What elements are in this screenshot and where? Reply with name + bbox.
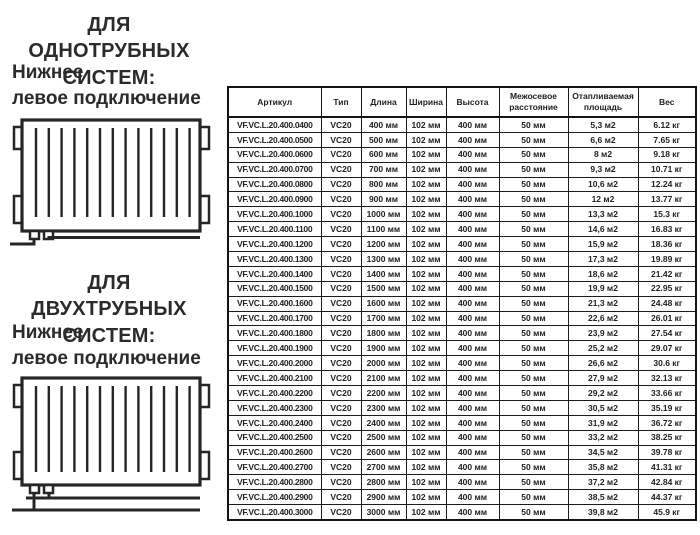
table-row	[228, 222, 696, 237]
table-row	[228, 415, 696, 430]
table-cell: VC20	[321, 132, 361, 147]
table-cell: 2300 мм	[361, 400, 406, 415]
table-row	[228, 207, 696, 222]
table-cell: 102 мм	[406, 356, 446, 371]
table-cell: 30.6 кг	[638, 356, 696, 371]
table-cell: 1200 мм	[361, 237, 406, 252]
table-cell: VC20	[321, 192, 361, 207]
table-cell: VF.VC.L.20.400.1200	[228, 237, 321, 252]
table-row	[228, 371, 696, 386]
table-cell: 102 мм	[406, 490, 446, 505]
table-cell: VF.VC.L.20.400.2400	[228, 415, 321, 430]
table-cell: 102 мм	[406, 415, 446, 430]
table-cell: 22,6 м2	[568, 311, 638, 326]
table-cell: 50 мм	[499, 207, 568, 222]
table-cell: 36.72 кг	[638, 415, 696, 430]
table-cell: 50 мм	[499, 132, 568, 147]
table-cell: VF.VC.L.20.400.1700	[228, 311, 321, 326]
table-cell: 102 мм	[406, 207, 446, 222]
table-cell: 400 мм	[446, 222, 499, 237]
table-cell: 12.24 кг	[638, 177, 696, 192]
table-cell: 32.13 кг	[638, 371, 696, 386]
table-cell: 1300 мм	[361, 252, 406, 267]
table-cell: VF.VC.L.20.400.0700	[228, 162, 321, 177]
table-row	[228, 311, 696, 326]
table-cell: VC20	[321, 326, 361, 341]
table-cell: VF.VC.L.20.400.2600	[228, 445, 321, 460]
table-row	[228, 237, 696, 252]
table-cell: VF.VC.L.20.400.1100	[228, 222, 321, 237]
connection-subtitle-single-pipe	[12, 60, 224, 112]
table-cell: 2800 мм	[361, 475, 406, 490]
table-cell: 50 мм	[499, 371, 568, 386]
table-cell: VF.VC.L.20.400.1800	[228, 326, 321, 341]
table-cell: 50 мм	[499, 252, 568, 267]
table-header-row	[228, 87, 696, 117]
table-cell: 800 мм	[361, 177, 406, 192]
table-cell: 600 мм	[361, 147, 406, 162]
table-cell: VC20	[321, 162, 361, 177]
table-cell: 400 мм	[446, 326, 499, 341]
table-cell: 29.07 кг	[638, 341, 696, 356]
table-cell: 400 мм	[446, 252, 499, 267]
table-cell: 102 мм	[406, 117, 446, 132]
title-line: ДЛЯ ОДНОТРУБНЫХ	[28, 14, 190, 63]
table-row	[228, 296, 696, 311]
table-cell: VC20	[321, 311, 361, 326]
table-cell: VC20	[321, 341, 361, 356]
table-cell: 2100 мм	[361, 371, 406, 386]
table-cell: 35.19 кг	[638, 400, 696, 415]
table-cell: 1400 мм	[361, 266, 406, 281]
table-cell: 12 м2	[568, 192, 638, 207]
table-cell: VC20	[321, 400, 361, 415]
table-cell: VF.VC.L.20.400.1300	[228, 252, 321, 267]
table-cell: 2200 мм	[361, 386, 406, 401]
table-cell: 31,9 м2	[568, 415, 638, 430]
table-cell: 18,6 м2	[568, 266, 638, 281]
table-cell: VF.VC.L.20.400.0500	[228, 132, 321, 147]
table-cell: 29,2 м2	[568, 386, 638, 401]
subtitle-line: Нижнее	[12, 62, 84, 83]
table-cell: VF.VC.L.20.400.1900	[228, 341, 321, 356]
table-cell: 400 мм	[446, 147, 499, 162]
table-cell: 102 мм	[406, 326, 446, 341]
table-cell: VF.VC.L.20.400.2800	[228, 475, 321, 490]
table-cell: 30,5 м2	[568, 400, 638, 415]
column-header: Межосевое расстояние	[499, 87, 568, 117]
table-cell: 6.12 кг	[638, 117, 696, 132]
table-cell: VF.VC.L.20.400.1500	[228, 281, 321, 296]
table-cell: 400 мм	[446, 460, 499, 475]
table-cell: 400 мм	[446, 430, 499, 445]
table-cell: 50 мм	[499, 460, 568, 475]
table-row	[228, 505, 696, 520]
table-cell: VC20	[321, 252, 361, 267]
table-row	[228, 475, 696, 490]
table-cell: VC20	[321, 475, 361, 490]
title-line: СИСТЕМ:	[62, 66, 156, 89]
table-cell: 1700 мм	[361, 311, 406, 326]
table-cell: VC20	[321, 237, 361, 252]
table-cell: 900 мм	[361, 192, 406, 207]
table-cell: 400 мм	[446, 177, 499, 192]
table-cell: 10.71 кг	[638, 162, 696, 177]
table-cell: 400 мм	[446, 192, 499, 207]
table-cell: 23,9 м2	[568, 326, 638, 341]
table-cell: 50 мм	[499, 326, 568, 341]
table-cell: 50 мм	[499, 147, 568, 162]
table-cell: 27.54 кг	[638, 326, 696, 341]
table-cell: VC20	[321, 460, 361, 475]
table-cell: VC20	[321, 117, 361, 132]
table-cell: 400 мм	[446, 505, 499, 520]
table-cell: 1900 мм	[361, 341, 406, 356]
table-cell: 15.3 кг	[638, 207, 696, 222]
column-header: Вес	[638, 87, 696, 117]
table-row	[228, 252, 696, 267]
table-row	[228, 490, 696, 505]
table-cell: 18.36 кг	[638, 237, 696, 252]
column-header: Тип	[321, 87, 361, 117]
table-cell: 400 мм	[446, 356, 499, 371]
table-cell: 13,3 м2	[568, 207, 638, 222]
table-cell: 1600 мм	[361, 296, 406, 311]
table-cell: 102 мм	[406, 505, 446, 520]
table-cell: 102 мм	[406, 445, 446, 460]
table-row	[228, 281, 696, 296]
table-cell: 42.84 кг	[638, 475, 696, 490]
table-cell: VC20	[321, 147, 361, 162]
table-row	[228, 162, 696, 177]
table-cell: 102 мм	[406, 341, 446, 356]
title-line: СИСТЕМ:	[62, 324, 156, 347]
table-cell: 400 мм	[446, 311, 499, 326]
table-cell: VF.VC.L.20.400.1400	[228, 266, 321, 281]
table-cell: 400 мм	[446, 386, 499, 401]
table-cell: 102 мм	[406, 296, 446, 311]
table-cell: 102 мм	[406, 475, 446, 490]
table-cell: 6,6 м2	[568, 132, 638, 147]
table-row	[228, 386, 696, 401]
table-cell: 400 мм	[446, 296, 499, 311]
table-cell: 33,2 м2	[568, 430, 638, 445]
table-cell: VF.VC.L.20.400.0600	[228, 147, 321, 162]
table-cell: 39,8 м2	[568, 505, 638, 520]
table-cell: VF.VC.L.20.400.0800	[228, 177, 321, 192]
table-cell: VC20	[321, 415, 361, 430]
table-cell: 102 мм	[406, 162, 446, 177]
table-cell: 400 мм	[446, 475, 499, 490]
table-cell: 38.25 кг	[638, 430, 696, 445]
table-cell: VC20	[321, 371, 361, 386]
table-row	[228, 177, 696, 192]
table-row	[228, 266, 696, 281]
table-cell: 400 мм	[361, 117, 406, 132]
table-cell: VF.VC.L.20.400.2200	[228, 386, 321, 401]
table-cell: 5,3 м2	[568, 117, 638, 132]
table-cell: 3000 мм	[361, 505, 406, 520]
table-cell: VC20	[321, 266, 361, 281]
table-row	[228, 326, 696, 341]
table-cell: 102 мм	[406, 371, 446, 386]
table-cell: 21,3 м2	[568, 296, 638, 311]
table-cell: VC20	[321, 207, 361, 222]
table-cell: 102 мм	[406, 237, 446, 252]
table-cell: 38,5 м2	[568, 490, 638, 505]
column-header: Длина	[361, 87, 406, 117]
table-row	[228, 192, 696, 207]
table-cell: 400 мм	[446, 400, 499, 415]
table-cell: 50 мм	[499, 281, 568, 296]
subtitle-line: левое подключение	[12, 88, 201, 110]
table-cell: 34,5 м2	[568, 445, 638, 460]
table-cell: 50 мм	[499, 296, 568, 311]
table-cell: 44.37 кг	[638, 490, 696, 505]
table-cell: 102 мм	[406, 252, 446, 267]
table-cell: 26.01 кг	[638, 311, 696, 326]
table-cell: 1100 мм	[361, 222, 406, 237]
table-row	[228, 117, 696, 132]
table-cell: 2400 мм	[361, 415, 406, 430]
table-cell: 400 мм	[446, 207, 499, 222]
table-cell: VF.VC.L.20.400.1600	[228, 296, 321, 311]
table-cell: 41.31 кг	[638, 460, 696, 475]
table-cell: 1000 мм	[361, 207, 406, 222]
table-cell: VC20	[321, 177, 361, 192]
table-cell: 2000 мм	[361, 356, 406, 371]
table-cell: 22.95 кг	[638, 281, 696, 296]
table-cell: 19.89 кг	[638, 252, 696, 267]
table-cell: 2600 мм	[361, 445, 406, 460]
table-cell: 102 мм	[406, 192, 446, 207]
table-cell: 14,6 м2	[568, 222, 638, 237]
table-cell: 50 мм	[499, 162, 568, 177]
table-cell: 400 мм	[446, 237, 499, 252]
table-cell: 102 мм	[406, 400, 446, 415]
table-row	[228, 147, 696, 162]
table-cell: 102 мм	[406, 222, 446, 237]
table-cell: 50 мм	[499, 445, 568, 460]
table-cell: VF.VC.L.20.400.2300	[228, 400, 321, 415]
table-cell: 10,6 м2	[568, 177, 638, 192]
table-cell: VF.VC.L.20.400.2700	[228, 460, 321, 475]
table-cell: 102 мм	[406, 177, 446, 192]
table-cell: VC20	[321, 296, 361, 311]
table-cell: VC20	[321, 430, 361, 445]
table-row	[228, 460, 696, 475]
table-cell: 24.48 кг	[638, 296, 696, 311]
table-cell: 2900 мм	[361, 490, 406, 505]
table-cell: 400 мм	[446, 490, 499, 505]
table-cell: 102 мм	[406, 430, 446, 445]
table-cell: 50 мм	[499, 266, 568, 281]
table-row	[228, 356, 696, 371]
column-header: Высота	[446, 87, 499, 117]
table-cell: VF.VC.L.20.400.2900	[228, 490, 321, 505]
table-row	[228, 430, 696, 445]
title-line: ДЛЯ ДВУХТРУБНЫХ	[31, 272, 187, 321]
table-cell: VC20	[321, 222, 361, 237]
table-cell: 50 мм	[499, 222, 568, 237]
table-row	[228, 400, 696, 415]
subtitle-line: Нижнее	[12, 322, 84, 343]
table-cell: 700 мм	[361, 162, 406, 177]
table-cell: VF.VC.L.20.400.2000	[228, 356, 321, 371]
table-cell: VF.VC.L.20.400.0400	[228, 117, 321, 132]
table-cell: 102 мм	[406, 281, 446, 296]
table-cell: VF.VC.L.20.400.1000	[228, 207, 321, 222]
table-cell: VF.VC.L.20.400.2100	[228, 371, 321, 386]
column-header: Отапливаемая площадь	[568, 87, 638, 117]
table-row	[228, 341, 696, 356]
table-cell: 8 м2	[568, 147, 638, 162]
table-cell: 35,8 м2	[568, 460, 638, 475]
table-cell: 500 мм	[361, 132, 406, 147]
table-cell: 50 мм	[499, 505, 568, 520]
table-cell: 45.9 кг	[638, 505, 696, 520]
table-cell: 50 мм	[499, 341, 568, 356]
table-cell: 50 мм	[499, 400, 568, 415]
table-cell: 400 мм	[446, 445, 499, 460]
table-cell: VC20	[321, 490, 361, 505]
table-cell: 37,2 м2	[568, 475, 638, 490]
table-cell: 25,2 м2	[568, 341, 638, 356]
table-cell: 50 мм	[499, 415, 568, 430]
table-cell: 50 мм	[499, 177, 568, 192]
table-cell: 102 мм	[406, 147, 446, 162]
table-cell: 15,9 м2	[568, 237, 638, 252]
table-cell: 50 мм	[499, 490, 568, 505]
table-cell: 7.65 кг	[638, 132, 696, 147]
table-cell: 102 мм	[406, 460, 446, 475]
table-cell: 50 мм	[499, 192, 568, 207]
table-cell: VC20	[321, 505, 361, 520]
table-cell: 33.66 кг	[638, 386, 696, 401]
connection-subtitle-two-pipe	[12, 320, 224, 372]
column-header: Ширина	[406, 87, 446, 117]
table-cell: VF.VC.L.20.400.0900	[228, 192, 321, 207]
table-cell: 13.77 кг	[638, 192, 696, 207]
table-cell: VF.VC.L.20.400.3000	[228, 505, 321, 520]
table-cell: 400 мм	[446, 132, 499, 147]
spec-table-container	[227, 86, 695, 521]
column-header: Артикул	[228, 87, 321, 117]
subtitle-line: левое подключение	[12, 348, 201, 370]
table-cell: 102 мм	[406, 266, 446, 281]
table-cell: 1800 мм	[361, 326, 406, 341]
single-pipe-radiator-diagram	[6, 114, 218, 256]
table-cell: VF.VC.L.20.400.2500	[228, 430, 321, 445]
table-cell: 9.18 кг	[638, 147, 696, 162]
spec-table	[227, 86, 697, 521]
table-cell: VC20	[321, 386, 361, 401]
two-pipe-radiator-diagram	[6, 372, 218, 522]
table-cell: 50 мм	[499, 386, 568, 401]
table-row	[228, 132, 696, 147]
table-cell: 2700 мм	[361, 460, 406, 475]
table-cell: 19,9 м2	[568, 281, 638, 296]
table-cell: VC20	[321, 356, 361, 371]
table-cell: 102 мм	[406, 311, 446, 326]
table-cell: 2500 мм	[361, 430, 406, 445]
table-cell: 9,3 м2	[568, 162, 638, 177]
table-cell: VC20	[321, 445, 361, 460]
table-cell: 16.83 кг	[638, 222, 696, 237]
table-cell: 27,9 м2	[568, 371, 638, 386]
table-cell: 102 мм	[406, 386, 446, 401]
table-cell: 400 мм	[446, 266, 499, 281]
table-cell: 26,6 м2	[568, 356, 638, 371]
table-cell: 50 мм	[499, 311, 568, 326]
table-cell: 50 мм	[499, 237, 568, 252]
table-cell: 50 мм	[499, 430, 568, 445]
table-cell: 400 мм	[446, 162, 499, 177]
table-cell: 50 мм	[499, 117, 568, 132]
table-cell: 39.78 кг	[638, 445, 696, 460]
table-cell: 400 мм	[446, 341, 499, 356]
table-cell: 50 мм	[499, 475, 568, 490]
table-cell: 400 мм	[446, 415, 499, 430]
table-cell: 21.42 кг	[638, 266, 696, 281]
table-cell: 17,3 м2	[568, 252, 638, 267]
table-cell: 400 мм	[446, 371, 499, 386]
table-cell: VC20	[321, 281, 361, 296]
table-cell: 1500 мм	[361, 281, 406, 296]
table-cell: 102 мм	[406, 132, 446, 147]
table-cell: 50 мм	[499, 356, 568, 371]
table-cell: 400 мм	[446, 117, 499, 132]
table-cell: 400 мм	[446, 281, 499, 296]
table-row	[228, 445, 696, 460]
